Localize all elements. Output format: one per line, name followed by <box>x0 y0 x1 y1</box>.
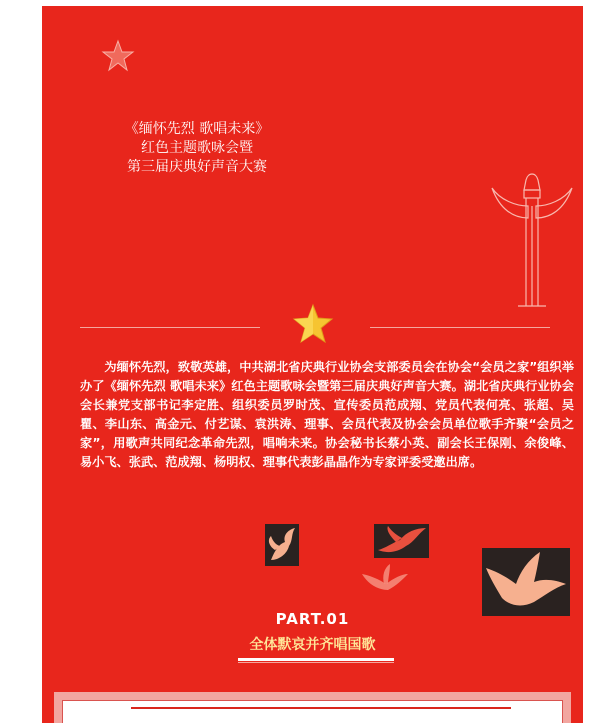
dove-icon <box>374 524 429 558</box>
event-title-line-3: 第三届庆典好声音大赛 <box>127 159 267 175</box>
content-frame-inner <box>62 700 563 723</box>
article-paragraph: 为缅怀先烈，致敬英雄，中共湖北省庆典行业协会支部委员会在协会“会员之家”组织举办了《缅怀先烈 歌唱未来》红色主题歌咏会暨第三届庆典好声音大赛。湖北省庆典行业协会会长兼党支部书记李定胜、组织委员罗时茂、宣传委员范成翔、党员代表何亮、张超、吴瞿、李山东、高金元、付艺谋、袁洪涛、理事、会员代表及协会会员单位歌手齐聚“会员之家”，用歌声共同纪念革命先烈，唱响未来。协会秘书长蔡小英、副会长王保刚、余俊峰、易小飞、张武、范成翔、杨明权、理事代表彭晶晶作为专家评委受邀出席。 <box>80 360 574 469</box>
section-subtitle: 全体默哀并齐唱国歌 <box>249 637 376 653</box>
event-title-line-1: 《缅怀先烈 歌唱未来》 <box>124 121 270 137</box>
section-part-label: PART.01 <box>275 610 350 628</box>
divider-left <box>80 327 260 328</box>
content-frame-bar <box>131 707 511 709</box>
content-frame <box>54 692 571 723</box>
dove-icon <box>482 548 570 616</box>
divider-right <box>370 327 550 328</box>
section-underline <box>238 658 394 661</box>
event-title <box>82 120 312 177</box>
dove-icon <box>358 560 410 594</box>
huabiao-pillar-icon <box>486 166 578 312</box>
poster-background <box>42 6 583 723</box>
event-title-line-2: 红色主题歌咏会暨 <box>141 140 253 156</box>
gold-star-icon <box>292 303 334 345</box>
star-outline-icon <box>100 38 136 74</box>
dove-icon <box>265 524 299 566</box>
section-underline-shadow <box>238 662 394 663</box>
